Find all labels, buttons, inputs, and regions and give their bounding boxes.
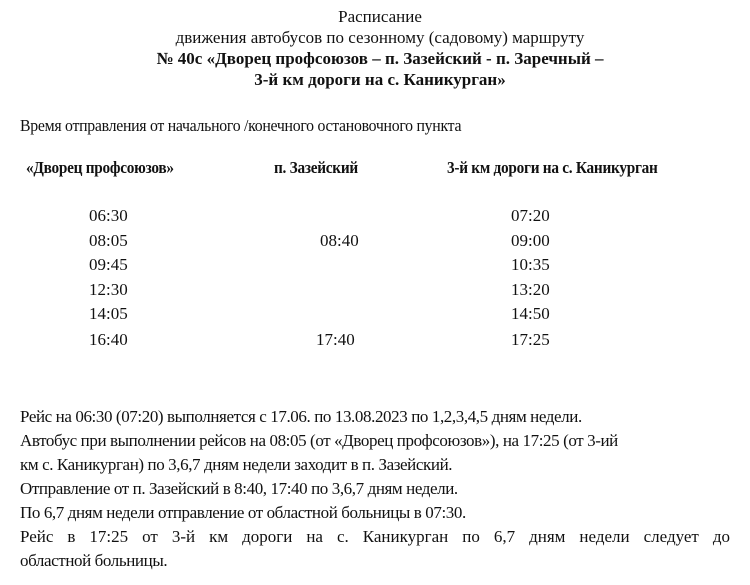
column-header-dvorets-profsoyuzov: «Дворец профсоюзов» xyxy=(26,158,174,177)
note-line: По 6,7 дням недели отправление от областной больницы в 07:30. xyxy=(20,503,466,522)
time-cell: 14:05 xyxy=(89,304,128,323)
route-name-line-1: № 40с «Дворец профсоюзов – п. Зазейский - п. Заречный – xyxy=(156,49,604,68)
time-cell: 09:45 xyxy=(89,255,128,274)
note-line: Отправление от п. Зазейский в 8:40, 17:40 по 3,6,7 дням недели. xyxy=(20,479,458,498)
route-name-line-2: 3-й км дороги на с. Каникурган» xyxy=(254,70,506,89)
time-cell: 06:30 xyxy=(89,206,128,225)
note-line: Рейс на 06:30 (07:20) выполняется с 17.06. по 13.08.2023 по 1,2,3,4,5 дням недели. xyxy=(20,407,582,426)
time-cell: 16:40 xyxy=(89,330,128,349)
time-cell: 09:00 xyxy=(511,231,550,250)
title-line-2: движения автобусов по сезонному (садовому) маршруту xyxy=(175,28,585,47)
time-cell: 07:20 xyxy=(511,206,550,225)
time-cell: 13:20 xyxy=(511,280,550,299)
note-line: областной больницы. xyxy=(20,551,168,570)
column-header-zazeysky: п. Зазейский xyxy=(274,158,358,177)
time-cell: 17:25 xyxy=(511,330,550,349)
note-line: км с. Каникурган) по 3,6,7 дням недели заходит в п. Зазейский. xyxy=(20,455,453,474)
time-cell: 10:35 xyxy=(511,255,550,274)
time-cell: 12:30 xyxy=(89,280,128,299)
time-cell: 08:05 xyxy=(89,231,128,250)
schedule-notes xyxy=(20,405,730,573)
note-line: Автобус при выполнении рейсов на 08:05 (от «Дворец профсоюзов»), на 17:25 (от 3-ий xyxy=(20,431,618,450)
schedule-title xyxy=(0,6,750,90)
note-line: Рейс в 17:25 от 3-й км дороги на с. Каникурган по 6,7 дням недели следует до xyxy=(20,527,730,546)
title-line-1: Расписание xyxy=(338,7,422,26)
time-cell: 17:40 xyxy=(316,330,355,349)
departure-time-caption: Время отправления от начального /конечного остановочного пункта xyxy=(20,116,462,135)
time-cell: 14:50 xyxy=(511,304,550,323)
column-header-kanikurgan: 3-й км дороги на с. Каникурган xyxy=(447,158,658,177)
time-cell: 08:40 xyxy=(320,231,359,250)
